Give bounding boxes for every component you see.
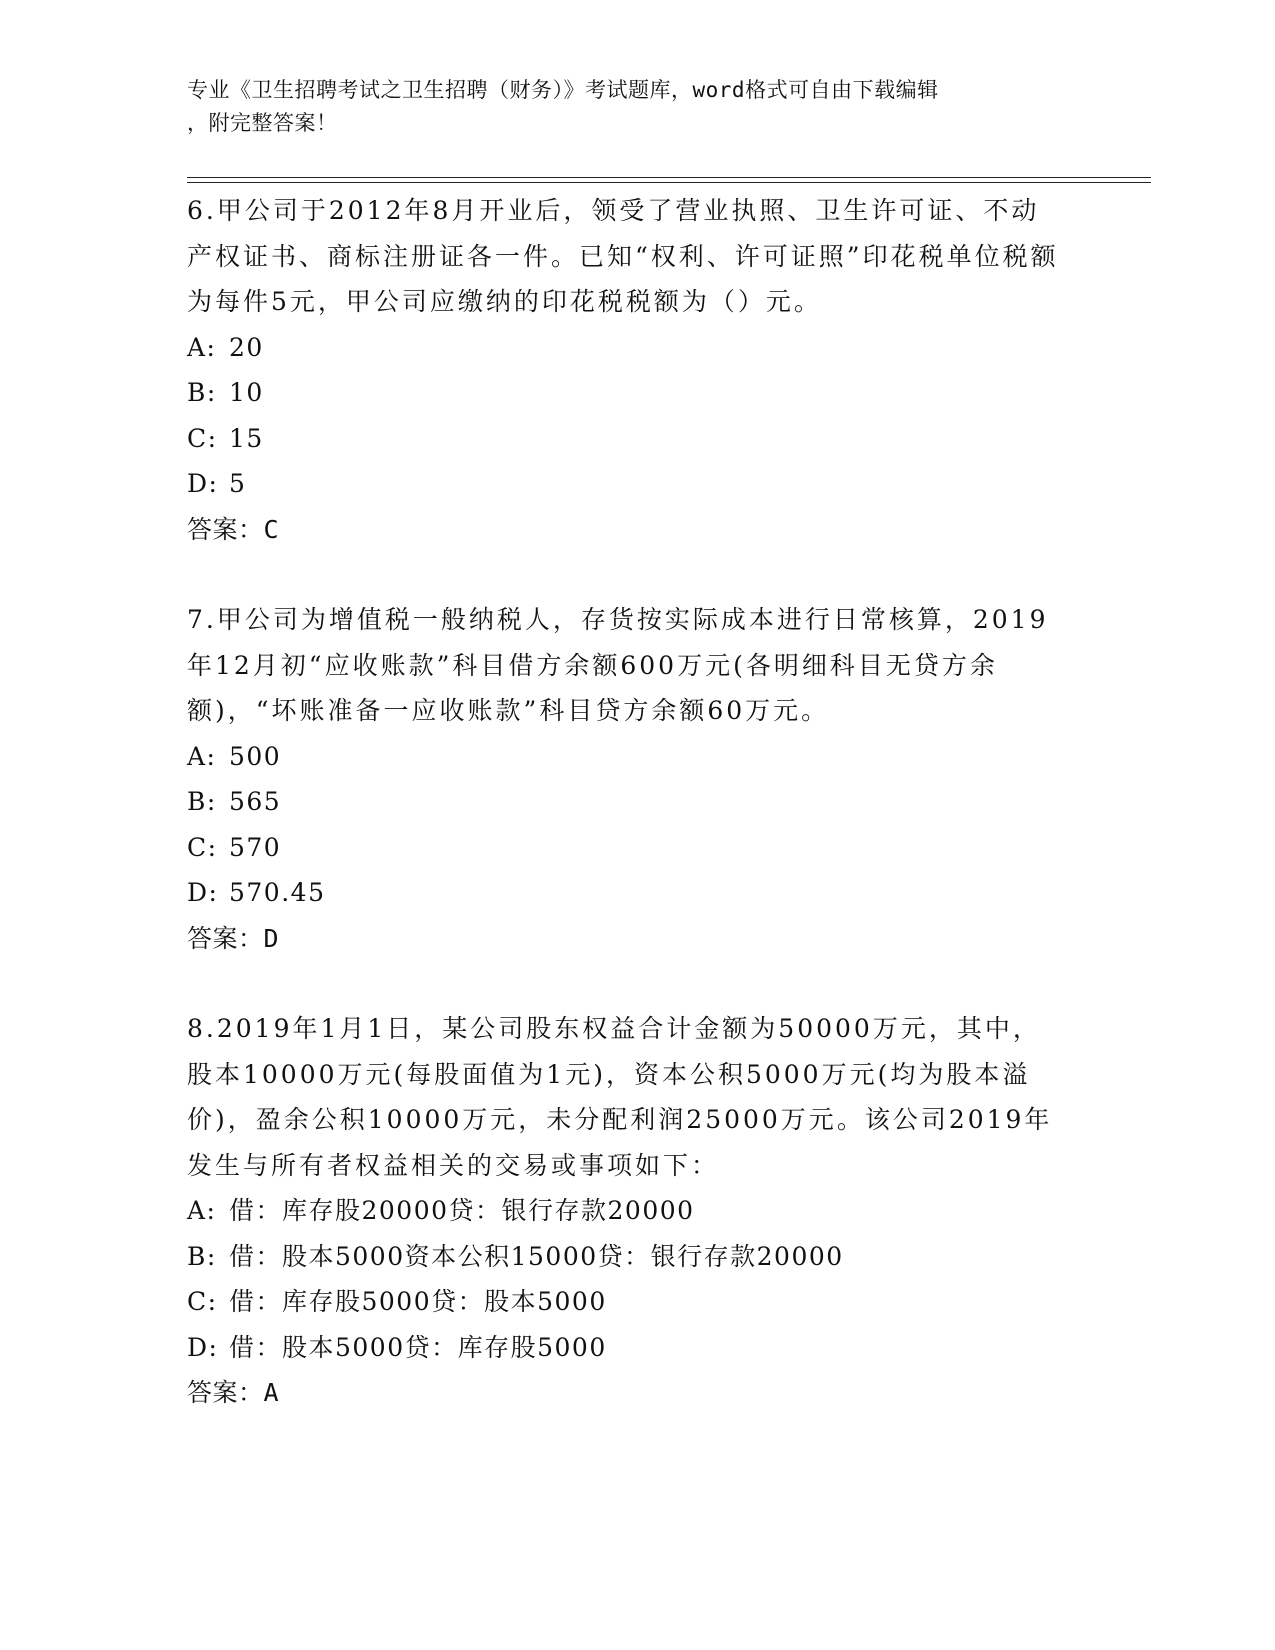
answer-line: 答案：A	[187, 1378, 280, 1407]
option-text: 570	[229, 832, 282, 862]
header-divider-top	[187, 177, 1151, 178]
answer-line: 答案：C	[187, 514, 280, 544]
option-d	[187, 870, 1067, 916]
option-b	[187, 370, 1067, 416]
option-letter: B:	[187, 378, 217, 407]
option-letter: A:	[187, 332, 217, 362]
option-b	[187, 779, 1067, 825]
header-line-2: ，附完整答案！	[187, 111, 338, 135]
option-text: 5	[229, 469, 247, 498]
question-6	[187, 188, 1067, 552]
option-letter: C:	[187, 423, 218, 453]
option-c	[187, 825, 1067, 871]
option-a	[187, 734, 1067, 780]
option-letter: D:	[187, 878, 219, 907]
option-a	[187, 325, 1067, 371]
option-letter: D:	[187, 469, 219, 498]
option-c	[187, 416, 1067, 462]
option-d	[187, 461, 1067, 507]
answer-line: 答案：D	[187, 923, 280, 953]
question-stem: 6.甲公司于2012年8月开业后，领受了营业执照、卫生许可证、不动产权证书、商标注册证各一件。已知“权利、许可证照”印花税单位税额为每件5元，甲公司应缴纳的印花税税额为（）元。	[187, 196, 1059, 316]
option-letter: C:	[187, 1287, 218, 1316]
option-text: 借：库存股5000贷：股本5000	[229, 1287, 607, 1316]
option-text: 500	[229, 741, 282, 771]
option-text: 借：股本5000贷：库存股5000	[229, 1332, 607, 1362]
option-letter: A:	[187, 741, 217, 771]
option-c	[187, 1279, 1067, 1325]
option-b	[187, 1234, 1067, 1280]
header-line-1: 专业《卫生招聘考试之卫生招聘（财务）》考试题库，word格式可自由下载编辑	[187, 78, 939, 102]
document-header	[187, 74, 1067, 140]
option-letter: B:	[187, 787, 217, 816]
option-text: 20	[229, 332, 264, 362]
question-8	[187, 1006, 1067, 1416]
question-stem: 7.甲公司为增值税一般纳税人，存货按实际成本进行日常核算，2019年12月初“应收账款”科目借方余额600万元(各明细科目无贷方余额)，“坏账准备一应收账款”科目贷方余额60万元。	[187, 605, 1049, 725]
question-7	[187, 597, 1067, 961]
option-text: 570.45	[229, 878, 326, 907]
option-letter: A:	[187, 1196, 217, 1225]
option-text: 借：股本5000资本公积15000贷：银行存款20000	[229, 1241, 844, 1271]
option-letter: C:	[187, 832, 218, 862]
header-divider-bottom	[187, 182, 1151, 183]
option-letter: D:	[187, 1332, 219, 1362]
option-a	[187, 1188, 1067, 1234]
option-d	[187, 1325, 1067, 1371]
option-text: 565	[229, 787, 282, 816]
question-stem: 8.2019年1月1日，某公司股东权益合计金额为50000万元，其中，股本10000万元(每股面值为1元)，资本公积5000万元(均为股本溢价)，盈余公积10000万元，未分配利润25000万元。该公司2019年发生与所有者权益相关的交易或事项如下：	[187, 1014, 1053, 1180]
option-text: 15	[229, 423, 264, 453]
option-letter: B:	[187, 1241, 217, 1271]
option-text: 借：库存股20000贷：银行存款20000	[229, 1196, 695, 1225]
option-text: 10	[229, 378, 264, 407]
